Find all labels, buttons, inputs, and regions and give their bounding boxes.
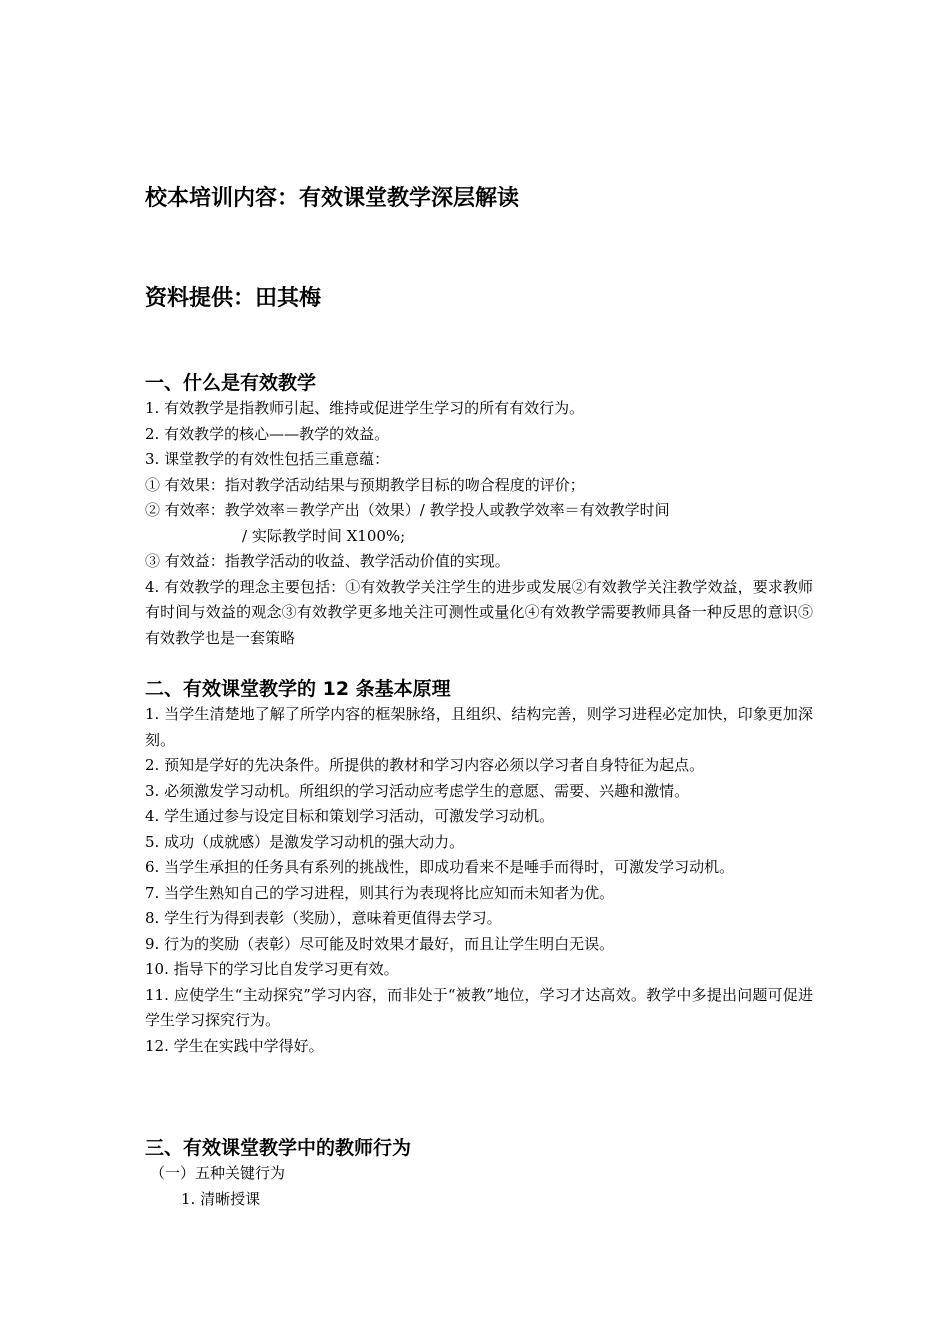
paragraph: ③ 有效益：指教学活动的收益、教学活动价值的实现。 bbox=[145, 552, 510, 570]
subsection-item: 1. 清晰授课 bbox=[181, 1189, 261, 1208]
section-teacher-behaviors bbox=[145, 1136, 813, 1212]
section-body bbox=[145, 702, 813, 1059]
paragraph: 4. 有效教学的理念主要包括：①有效教学关注学生的进步或发展②有效教学关注教学效益，要求教师有时间与效益的观念③有效教学更多地关注可测性或量化④有效教学需要教师具备一种反思的意识⑤有效教学也是一套策略 bbox=[145, 577, 813, 647]
section-twelve-principles bbox=[145, 677, 813, 1059]
principle-item: 8. 学生行为得到表彰（奖励），意味着更值得去学习。 bbox=[145, 909, 502, 927]
paragraph: ② 有效率：教学效率＝教学产出（效果）/ 教学投人或教学效率＝有效教学时间 bbox=[145, 501, 670, 519]
section-heading: 一、什么是有效教学 bbox=[145, 372, 317, 394]
section-heading: 二、有效课堂教学的 12 条基本原理 bbox=[145, 678, 451, 700]
principle-item: 1. 当学生清楚地了解了所学内容的框架脉络，且组织、结构完善，则学习进程必定加快，印象更加深刻。 bbox=[145, 705, 813, 749]
principle-item: 5. 成功（成就感）是激发学习动机的强大动力。 bbox=[145, 832, 465, 851]
principle-item: 10. 指导下的学习比自发学习更有效。 bbox=[145, 960, 399, 978]
paragraph: 3. 课堂教学的有效性包括三重意蕴： bbox=[145, 450, 390, 468]
section-body bbox=[145, 1161, 813, 1212]
paragraph: 1. 有效教学是指教师引起、维持或促进学生学习的所有有效行为。 bbox=[145, 399, 585, 417]
document-author: 资料提供：田其梅 bbox=[145, 286, 322, 311]
subsection-heading: （一）五种关键行为 bbox=[150, 1164, 286, 1182]
principle-item: 7. 当学生熟知自己的学习进程，则其行为表现将比应知而未知者为优。 bbox=[145, 883, 615, 902]
paragraph: ① 有效果：指对教学活动结果与预期教学目标的吻合程度的评价； bbox=[145, 475, 585, 494]
section-heading: 三、有效课堂教学中的教师行为 bbox=[145, 1137, 412, 1159]
principle-item: 12. 学生在实践中学得好。 bbox=[145, 1036, 324, 1055]
principle-item: 11. 应使学生“主动探究”学习内容，而非处于“被教”地位，学习才达高效。教学中多提出问题可促进学生学习探究行为。 bbox=[145, 985, 813, 1029]
section-body bbox=[145, 396, 813, 651]
paragraph: 2. 有效教学的核心——教学的效益。 bbox=[145, 424, 390, 443]
principle-item: 3. 必须激发学习动机。所组织的学习活动应考虑学生的意愿、需要、兴趣和激情。 bbox=[145, 781, 690, 800]
principle-item: 4. 学生通过参与设定目标和策划学习活动，可激发学习动机。 bbox=[145, 807, 555, 825]
principle-item: 2. 预知是学好的先决条件。所提供的教材和学习内容必须以学习者自身特征为起点。 bbox=[145, 756, 705, 774]
principle-item: 6. 当学生承担的任务具有系列的挑战性，即成功看来不是唾手而得时，可激发学习动机。 bbox=[145, 858, 735, 876]
document-title: 校本培训内容：有效课堂教学深层解读 bbox=[145, 186, 520, 211]
principle-item: 9. 行为的奖励（表彰）尽可能及时效果才最好，而且让学生明白无误。 bbox=[145, 934, 615, 953]
paragraph-continuation: / 实际教学时间 X100%; bbox=[242, 526, 406, 545]
section-what-is-effective-teaching bbox=[145, 371, 813, 651]
